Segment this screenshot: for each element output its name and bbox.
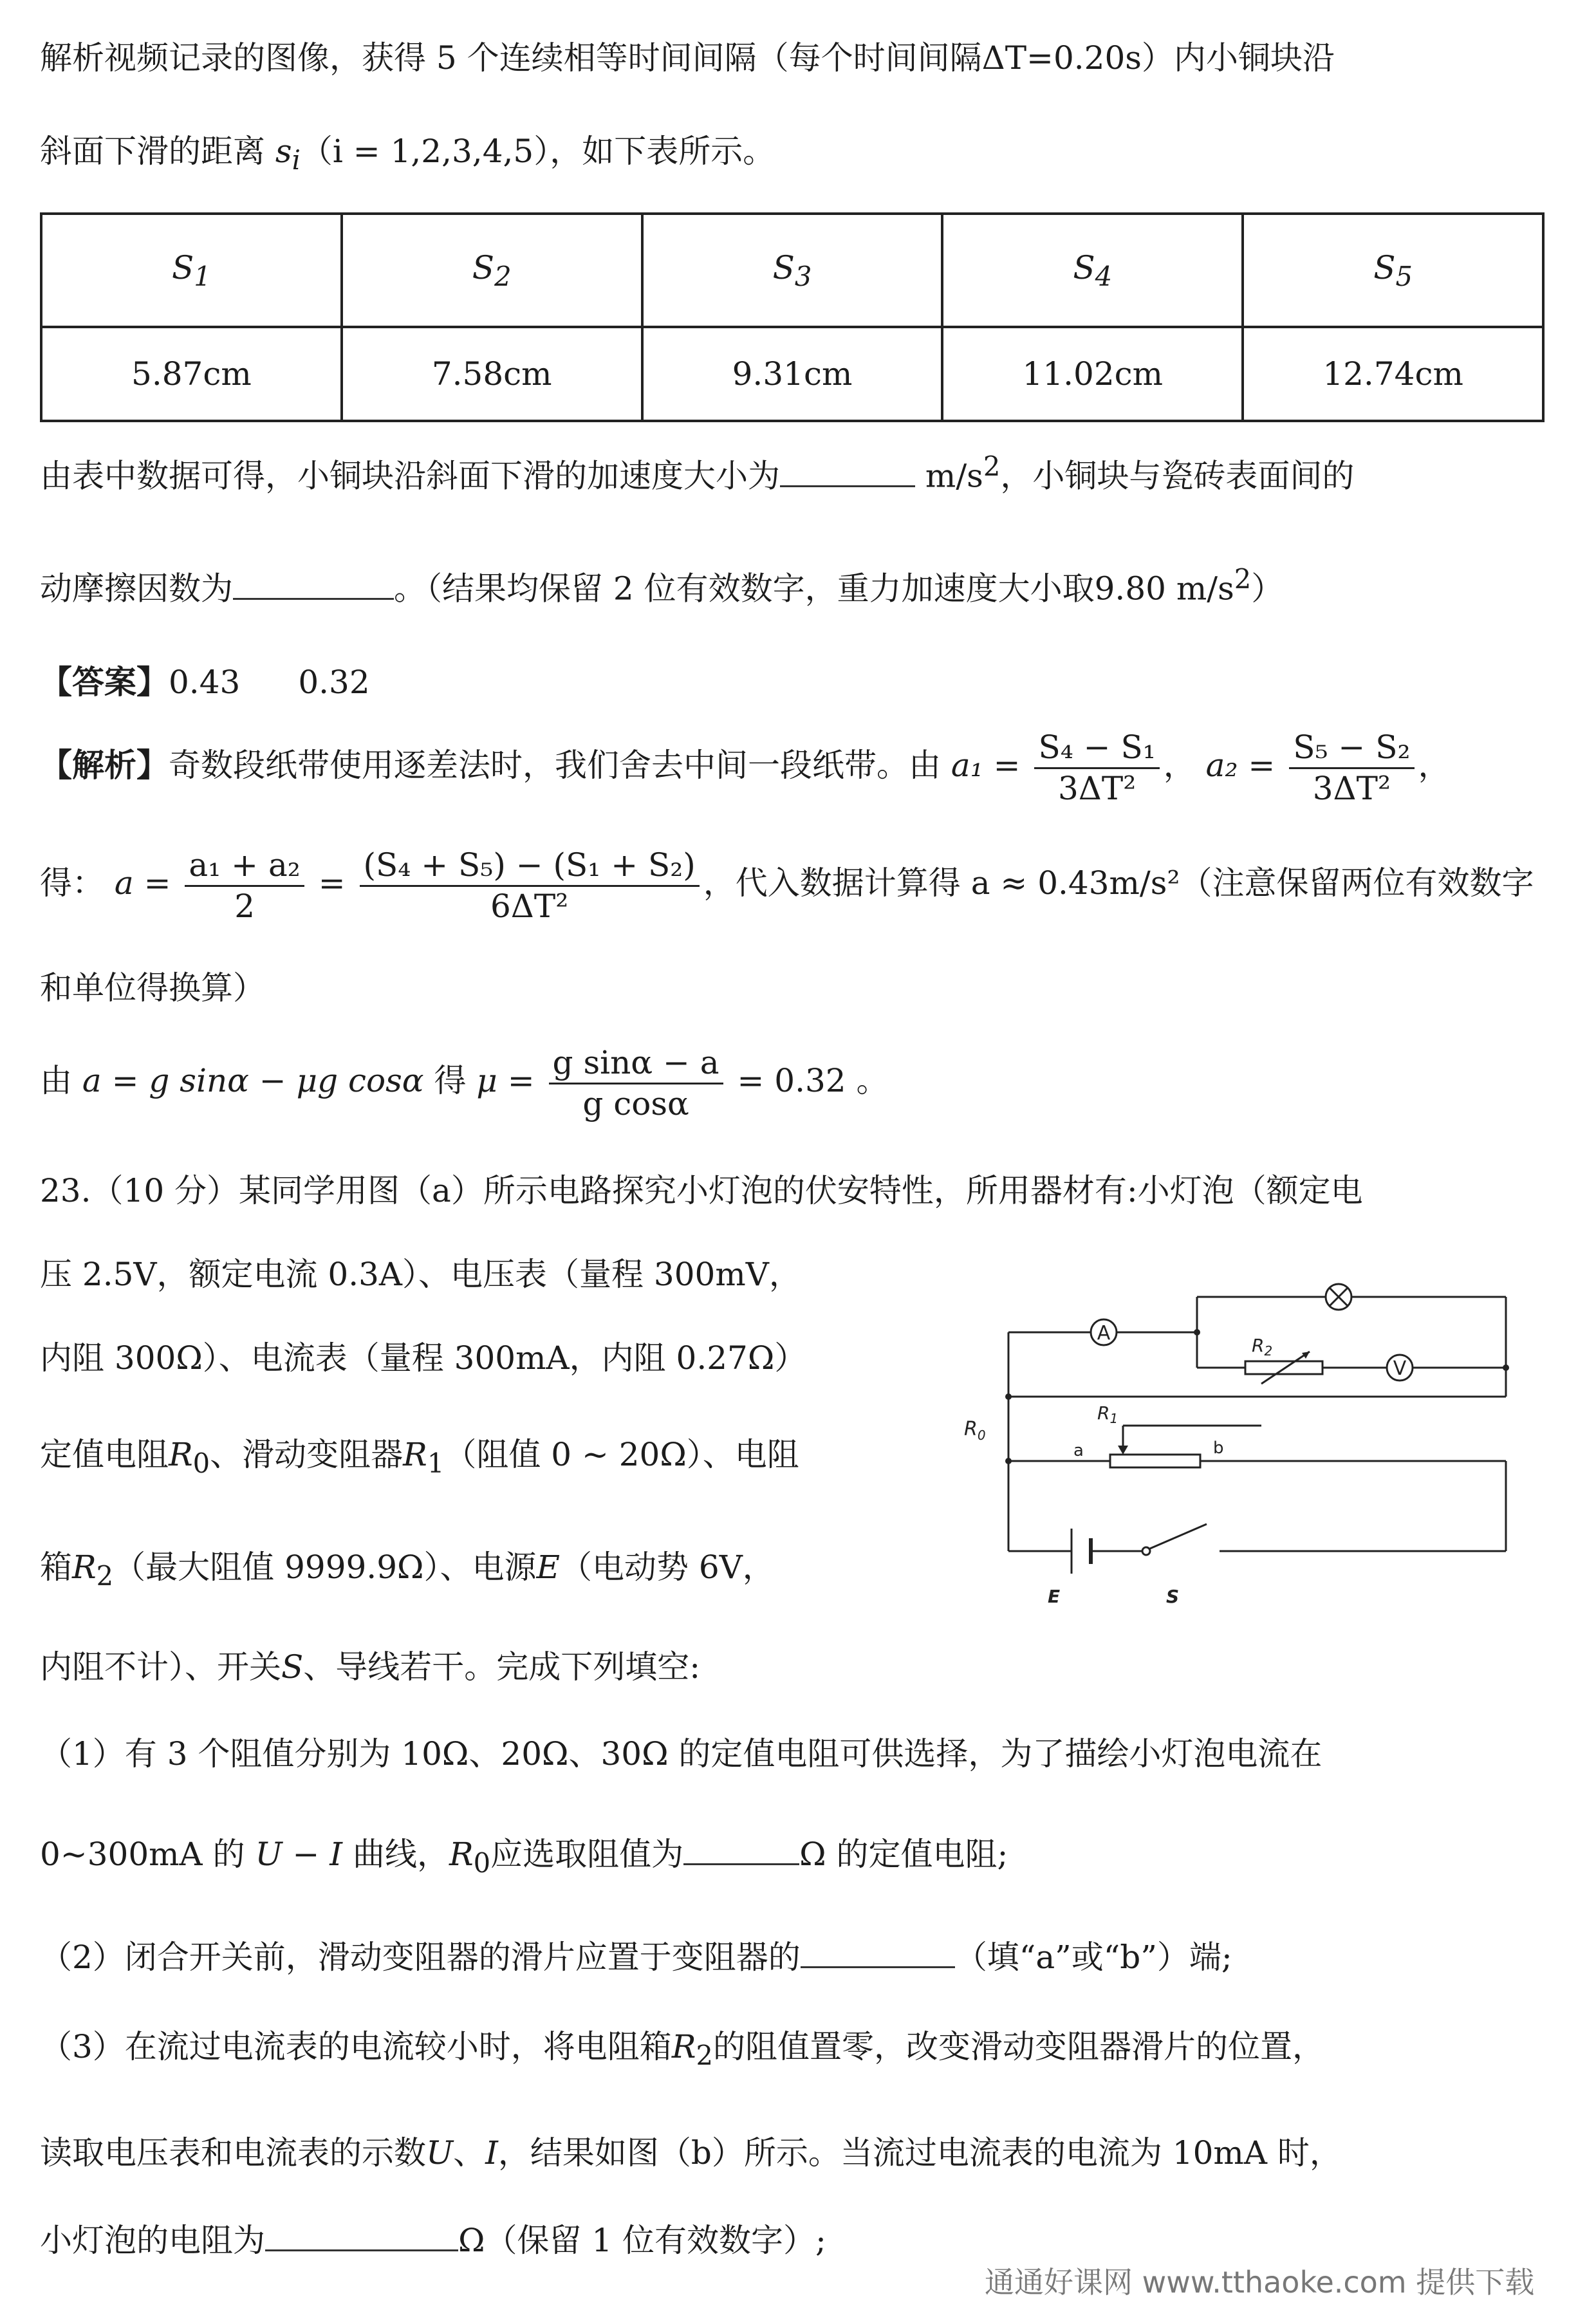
acceleration-blank: [780, 453, 915, 487]
table-header-cell: $S_4$: [942, 214, 1243, 327]
q23-line-5: 箱$R_2$（最大阻值 9999.9Ω）、电源E（电动势 6V，: [40, 1549, 775, 1592]
voltmeter-label: V: [1393, 1357, 1407, 1380]
slider-end-blank: [801, 1934, 955, 1968]
answer-value-1: 0.43: [169, 664, 241, 701]
table-header-cell: $S_2$: [342, 214, 642, 327]
rheostat-icon: [1110, 1455, 1200, 1467]
circuit-diagram: [959, 1281, 1525, 1615]
friction-blank: [233, 566, 394, 600]
table-cell: 11.02cm: [942, 327, 1243, 421]
watermark: 通通好课网 www.tthaoke.com 提供下载: [985, 2265, 1535, 2300]
table-cell: 5.87cm: [41, 327, 342, 421]
q23-part3-line-3: 小灯泡的电阻为 Ω（保留 1 位有效数字）;: [40, 2217, 826, 2260]
slider-arrowhead-icon: [1118, 1446, 1128, 1455]
intro-line-1: 解析视频记录的图像，获得 5 个连续相等时间间隔（每个时间间隔ΔT=0.20s）内小铜块沿: [40, 39, 1335, 77]
switch-label: S: [1166, 1586, 1180, 1607]
a-avg-fraction: $\frac{\text{a₁ + a₂}}{2}$: [185, 848, 304, 923]
table-header-cell: $S_3$: [642, 214, 943, 327]
table-header-cell: $S_5$: [1243, 214, 1543, 327]
node-dot: [1194, 1329, 1200, 1335]
mu-fraction: $\frac{\text{g sinα − a}}{\text{g cosα}}$: [549, 1046, 723, 1121]
q22-line-2: 动摩擦因数为 。（结果均保留 2 位有效数字，重力加速度大小取9.80 $m/s^2$）: [40, 563, 1284, 608]
switch-blade: [1150, 1524, 1207, 1549]
q23-line-1: 23.（10 分）某同学用图（a）所示电路探究小灯泡的伏安特性，所用器材有:小灯泡（额定电: [40, 1172, 1363, 1209]
a2-fraction: $\frac{\text{S₅ − S₂}}{\text{3ΔT²}}$: [1289, 731, 1414, 805]
a1-fraction: $\frac{\text{S₄ − S₁}}{\text{3ΔT²}}$: [1034, 731, 1159, 805]
analysis-label: 【解析】: [40, 746, 169, 784]
table-cell: 12.74cm: [1243, 327, 1543, 421]
analysis-line-3: 和单位得换算）: [40, 969, 265, 1007]
r0-value-blank: [683, 1831, 799, 1865]
table-cell: 9.31cm: [642, 327, 943, 421]
r1-label: $R_1$: [1097, 1402, 1118, 1426]
table-header-row: [41, 214, 1543, 327]
q23-line-6: 内阻不计）、开关S、导线若干。完成下列填空:: [40, 1648, 701, 1686]
q23-line-2: 压 2.5V，额定电流 0.3A）、电压表（量程 300mV，: [40, 1256, 801, 1293]
table-value-row: [41, 327, 1543, 421]
q22-line-1: 由表中数据可得，小铜块沿斜面下滑的加速度大小为 $m/s^2$，小铜块与瓷砖表面间的: [40, 451, 1355, 495]
q23-part3-line-2: 读取电压表和电流表的示数U、I，结果如图（b）所示。当流过电流表的电流为 10mA 时，: [40, 2134, 1342, 2172]
answer-line: [40, 663, 370, 702]
r2-label: $R_2$: [1252, 1335, 1273, 1359]
ammeter-label: A: [1097, 1322, 1111, 1345]
answer-value-2: 0.32: [298, 664, 370, 701]
distance-table: [40, 212, 1545, 422]
terminal-b-label: b: [1213, 1438, 1224, 1458]
q23-part3-line-1: （3）在流过电流表的电流较小时，将电阻箱$R_2$的阻值置零，改变滑动变阻器滑片的位置，: [40, 2028, 1324, 2071]
node-dot: [1503, 1364, 1509, 1371]
answer-label: 【答案】: [40, 663, 169, 701]
table-cell: 7.58cm: [342, 327, 642, 421]
acceleration-result: a ≈ 0.43m/s²: [970, 864, 1180, 902]
bulb-resistance-blank: [265, 2217, 458, 2251]
battery-label: E: [1048, 1586, 1061, 1607]
switch-pivot-icon: [1142, 1547, 1150, 1555]
table-header-cell: $S_1$: [41, 214, 342, 327]
analysis-line-1: 【解析】奇数段纸带使用逐差法时，我们舍去中间一段纸带。由 a₁ = $\frac{\text{S₄ − S₁}}{\text{3ΔT²}}$ ， a₂ = $\frac{\text{S₅ − S₂}}{\text{3ΔT²}}$ ，: [40, 729, 1451, 807]
a-diff-fraction: $\frac{\text{(S₄ + S₅) − (S₁ + S₂)}}{\text{6ΔT²}}$: [360, 848, 700, 923]
q23-part1-line-2: 0~300mA 的 U − I 曲线，$R_0$应选取阻值为 Ω 的定值电阻;: [40, 1831, 1008, 1879]
terminal-a-label: a: [1073, 1441, 1084, 1460]
q23-part2-line: （2）闭合开关前，滑动变阻器的滑片应置于变阻器的 （填“a”或“b”）端;: [40, 1934, 1232, 1977]
intro-line-2: 斜面下滑的距离 $s_i(i = 1,2,3,4,5)$，如下表所示。: [40, 133, 775, 176]
node-dot: [1005, 1458, 1012, 1464]
q23-line-3: 内阻 300Ω）、电流表（量程 300mA，内阻 0.27Ω）: [40, 1339, 807, 1377]
analysis-line-2: 得： a = $\frac{\text{a₁ + a₂}}{2}$ = $\frac{\text{(S₄ + S₅) − (S₁ + S₂)}}{\text{6ΔT²}}$ ，代入数据计算得 a ≈ 0.43m/s²（注意保留两位有效数字: [40, 846, 1534, 925]
q23-line-4: 定值电阻$R_0$、滑动变阻器$R_1$（阻值 0 ~ 20Ω）、电阻: [40, 1436, 799, 1479]
r0-label: $R_0$: [964, 1418, 986, 1443]
node-dot: [1005, 1393, 1012, 1400]
q23-part1-line-1: （1）有 3 个阻值分别为 10Ω、20Ω、30Ω 的定值电阻可供选择，为了描绘小灯泡电流在: [40, 1735, 1322, 1773]
analysis-line-4: 由 a = g sinα − μg cosα 得 μ = $\frac{\text{g sinα − a}}{\text{g cosα}}$ = 0.32 。: [40, 1044, 889, 1122]
